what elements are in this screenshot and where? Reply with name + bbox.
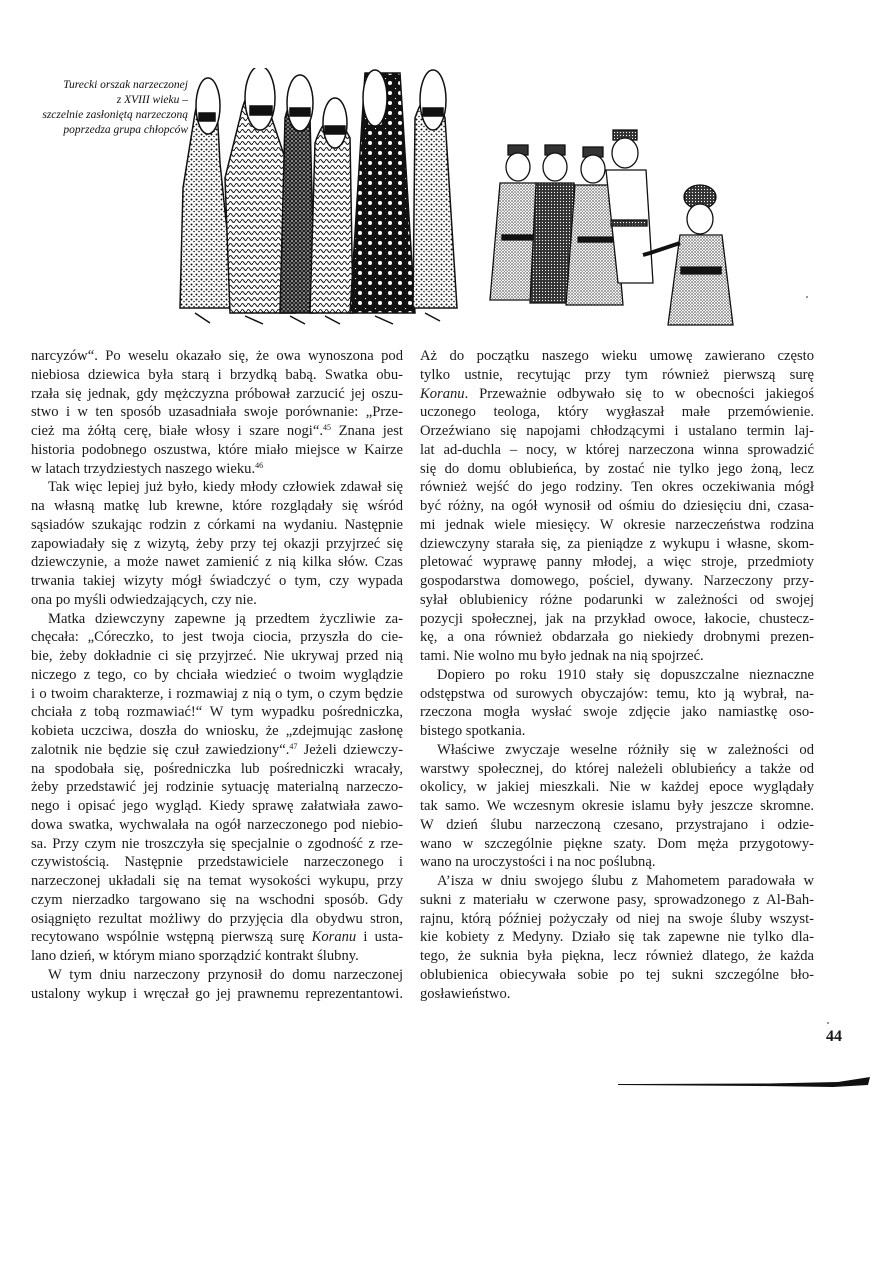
text-line: czywistością. Następnie przedstawiciele narzeczonego i xyxy=(31,854,403,871)
text-line: sąsiadów szukając rodzin z córkami na wydaniu. Następnie xyxy=(31,516,403,533)
caption-line: z XVIII wieku – xyxy=(116,94,188,106)
footnote-ref: 45 xyxy=(322,423,331,432)
text-line xyxy=(31,928,403,947)
text-line: A’isza w dniu swojego ślubu z Mahometem paradowała w xyxy=(437,873,814,889)
text-line: bie, żeby dokładnie ci się przyjrzeć. Nie ukrywaj przed nią xyxy=(31,648,403,664)
text-line: kobieta uczciwa, doszła do wniosku, że „zdejmując zasłonę xyxy=(31,723,403,739)
text-line: wano na uroczystości i na noc poślubną. xyxy=(420,854,656,871)
text-line: czym nierzadko targowano się na wschodni sposób. Gdy xyxy=(31,891,403,908)
text-line: Matka dziewczyny zapewne ją przedtem życzliwie za- xyxy=(48,610,403,627)
text-line: chciała z tobą rozmawiać!“ W tym wypadku pośredniczka, xyxy=(31,704,403,721)
footnote-ref: 47 xyxy=(289,741,298,751)
text-line: ona po myśli odwiedzających, czy nie. xyxy=(31,591,257,608)
left-text-column xyxy=(31,347,403,1003)
footnote-ref: 46 xyxy=(255,460,264,470)
text-line: tak samo. We wczesnym okresie islamu były jeszcze skromne. xyxy=(420,798,814,814)
text-line: na własną matkę lub krewne, które rozglądały się wśród xyxy=(31,498,403,514)
page-number: 44 xyxy=(826,1028,842,1045)
caption-line: Turecki orszak narzeczonej xyxy=(63,79,188,91)
text-line: pletować wyprawę panny młodej, a więc stroje, przedmioty xyxy=(420,554,814,571)
text-line: dziewczynie, a może nawet zamienić z nią kilka słów. Czas xyxy=(31,554,403,571)
text-line: wano w szczególnie piękne szaty. Dom męża przygotowy- xyxy=(420,835,814,852)
text-line: sa. Przy czym nie troszczyła się specjalnie o zgodność z rze- xyxy=(31,835,403,852)
text-segment: Jeżeli dziewczy- xyxy=(303,741,403,758)
text-line: warstwy społecznej, do której należeli oblubieńcy a także od xyxy=(420,760,814,777)
text-line: Orzeźwiano się napojami chłodzącymi i ustalano termin laj- xyxy=(420,423,814,439)
text-line: W tym dniu narzeczony przynosił do domu narzeczonej xyxy=(48,966,403,983)
text-line: Dopiero po roku 1910 stały się dopuszczalne nieznaczne xyxy=(437,666,814,683)
text-line: okolicy, w jakiej mieszkali. Nie w każdej epoce wyglądały xyxy=(420,779,814,796)
text-line: i o twoim charakterze, i rozmawiaj z nią o tym, o czym będzie xyxy=(31,685,403,702)
text-line: zapowiadały się z wizytą, żeby przy tej okazji przyjrzeć się xyxy=(31,535,403,552)
text-line: historia podobnego oszustwa, które miało miejsce w Kairze xyxy=(31,441,403,458)
text-line: trwania takiej wizyty mógł świadczyć o tym, czy wypada xyxy=(31,573,403,589)
text-segment: Znana jest xyxy=(338,423,403,439)
text-line: narzeczonej układali się na temat wysokości wykupu, przy xyxy=(31,873,403,889)
text-line xyxy=(31,741,403,760)
text-segment: i usta- xyxy=(363,929,403,946)
text-line: syłał oblubienicy różne podarunki w zależności od swojej xyxy=(420,591,814,608)
text-line: ustalony wykup i wręczał go jej prawnemu reprezentantowi. xyxy=(31,985,403,1002)
right-text-column xyxy=(420,347,814,1003)
figure-caption xyxy=(20,78,188,138)
text-line: oblubienica obiecywała sobie po tej sukni szczególne bło- xyxy=(420,966,814,983)
text-line: Właściwe zwyczaje weselne różniły się w zależności od xyxy=(437,741,814,758)
text-line: osiągnięto rezultat możliwy do przyjęcia dla obydwu stron, xyxy=(31,910,403,927)
text-line: rzała się jednak, gdy mężczyzna próbował zarzucić jej oszu- xyxy=(31,385,403,402)
text-line: tylko ustnie, recytując przy tym również pierwszą surę xyxy=(420,366,814,383)
text-line: lano dzień, w którym miano sporządzić kontrakt ślubny. xyxy=(31,948,359,964)
text-line: na spodobała się, pośredniczka lub pośredniczki wracały, xyxy=(31,760,403,777)
text-line: kie kobiety z Medyny. Działo się tak zapewne nie tylko dla- xyxy=(420,929,814,946)
text-line: stwo i w ten sposób uzasadniała swoje porównanie: „Prze- xyxy=(31,404,403,421)
text-line: lat ad-duchla – nocy, w której narzeczona winna sprowadzić xyxy=(420,441,814,458)
text-line: W dzień ślubu narzeczoną czesano, przystrajano i odzie- xyxy=(420,816,814,833)
text-segment: . Przeważnie odbywało się to w obecności jakiegoś xyxy=(464,385,814,402)
text-line: rajnu, którą później pożyczały od niej na swoje śluby wszyst- xyxy=(420,910,814,927)
text-line xyxy=(31,422,403,441)
text-line: rzeczona mogła wysłać swoje zdjęcie jako namiastkę oso- xyxy=(420,704,814,721)
text-line: chęcała: „Córeczko, to jest twoja ciocia, przyszła do cie- xyxy=(31,629,403,646)
decorative-rule xyxy=(618,1076,873,1090)
text-segment: zalotnik nie będzie się czuł zawiedziony“. xyxy=(31,741,290,758)
text-line xyxy=(31,460,403,479)
text-line: kę, a ona również obdarzała go niekiedy drobnymi prezen- xyxy=(420,629,814,646)
text-line: tego, że suknia była piękna, lecz również dlatego, że każda xyxy=(420,948,814,964)
text-line: niczego z tego, co by chciała wiedzieć o twoim wyglądzie xyxy=(31,666,403,683)
text-line: nego i opisać jego wygląd. Kiedy sprawę załatwiała zawo- xyxy=(31,798,403,814)
scan-speck xyxy=(806,296,808,298)
text-segment: cież ma żółtą cerę, białe włosy i szare nogi“. xyxy=(31,423,323,439)
text-line: dziewczyny starała się, za pieniądze z wykupu i własne, skom- xyxy=(420,535,814,552)
text-line: niebiosa dziewica była starą i brzydką babą. Swatka obu- xyxy=(31,366,403,383)
text-line: dowa swatka, wychwalała na ogół narzeczonego pod niebio- xyxy=(31,816,403,833)
italic-term: Koranu xyxy=(420,385,465,402)
text-line: gosławieństwo. xyxy=(420,985,511,1002)
italic-term: Koranu xyxy=(311,929,357,946)
text-line: odstępstwa od surowych obyczajów: temu, kto ją wybrał, na- xyxy=(420,685,814,702)
text-segment: recytowano wspólnie wstępną pierwszą surę xyxy=(31,929,305,946)
text-line: sukni z materiału w czerwone pasy, sprowadzonego z Al-Bah- xyxy=(420,891,814,908)
text-line: bistego spotkania. xyxy=(420,723,526,739)
text-line: gospodarstwa domowego, pościel, dywany. Narzeczony przy- xyxy=(420,573,814,589)
text-line: Tak więc lepiej już było, kiedy młody człowiek zdawał się xyxy=(48,479,403,496)
text-line xyxy=(420,385,814,404)
caption-line: szczelnie zasłoniętą narzeczoną xyxy=(42,109,188,121)
text-line: narcyzów“. Po weselu okazało się, że owa wynoszona pod xyxy=(31,348,403,364)
caption-line: poprzedza grupa chłopców xyxy=(63,124,188,136)
text-line: uczonego teologa, który wygłaszał małe przemówienie. xyxy=(420,404,814,421)
bridal-procession-illustration xyxy=(175,68,460,333)
boys-group-illustration xyxy=(478,125,738,335)
text-line: również wejść do jego rodziny. Ten okres oczekiwania mógł xyxy=(420,479,814,496)
text-line: żeby przedstawić jej rodzinie sytuację materialną narzeczo- xyxy=(31,779,403,796)
text-line: mi jednak wiele miesięcy. W okresie narzeczeństwa rodzina xyxy=(420,516,814,533)
text-line: być różny, na ogół wynosił od ośmiu do dziesięciu dni, czasa- xyxy=(420,498,814,514)
text-line: tami. Nie wolno mu było jednak na nią spojrzeć. xyxy=(420,648,704,664)
text-segment: w latach trzydziestych naszego wieku. xyxy=(31,460,256,477)
text-line: się do domu oblubieńca, by zostać nie tylko jego żoną, lecz xyxy=(420,460,814,477)
text-line: Aż do początku naszego wieku umowę zawierano często xyxy=(420,348,814,364)
scan-speck xyxy=(827,1022,829,1024)
text-line: pozycji społecznej, jak na przykład owoce, łakocie, chustecz- xyxy=(420,610,814,627)
